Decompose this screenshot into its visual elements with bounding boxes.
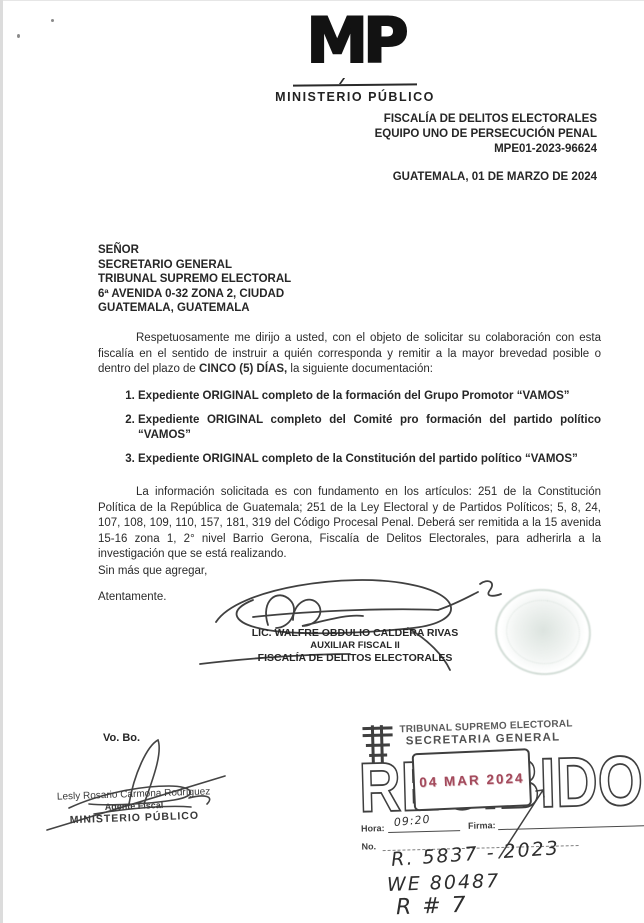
handwritten-we-number: WE 80487 [386, 870, 501, 896]
requested-documents-list [98, 389, 601, 476]
signer-title: AUXILIAR FISCAL II [310, 639, 400, 651]
stamp-date: 04 MAR 2024 [418, 769, 525, 790]
handwritten-r-number: R # 7 [395, 892, 469, 921]
office-line-2: EQUIPO UNO DE PERSECUCIÓN PENAL [374, 128, 597, 140]
list-item: 3. Expediente ORIGINAL completo de la Constitución del partido político “VAMOS” [138, 452, 601, 467]
ministerio-publico-caption: MINISTERIO PÚBLICO [275, 90, 435, 104]
seal-inner-ring [502, 595, 584, 669]
p1-text: Respetuosamente me dirijo a usted, con el objeto de solicitar su colaboración con esta fiscalía en el sentido de instruir a quién corresponda y remitir a la mayor brevedad posible o dentro del plazo de [98, 332, 601, 376]
firma-label: Firma: [467, 820, 496, 831]
addressee-block [98, 243, 291, 316]
signer-block [230, 627, 480, 664]
signer-office: FISCALÍA DE DELITOS ELECTORALES [257, 651, 453, 664]
approver-name: Lesly Rosario Carmona Rodríguez [56, 786, 211, 803]
no-label: No. [361, 841, 377, 852]
hora-label: Hora: [360, 823, 385, 834]
addressee-address: 6ª AVENIDA 0-32 ZONA 2, CIUDAD [98, 287, 285, 300]
body-paragraph-2: La información solicitada es con fundamento en los artículos: 251 de la Constitución Política de la República de Guatemala; 251 de la Ley Electoral y de Partidos Políticos; 5, 8, 24, 107, 108, 109, 110, 157, 181, 319 del Código Procesal Penal. Deberá ser remitida a la 15 avenida 15-16 zona 1, 2° nivel Barrio Gerona, Fiscalía de Delitos Electorales, para adherirla a la investigación que se está realizando. [98, 486, 601, 561]
approver-office: MINISTERIO PÚBLICO [69, 809, 200, 826]
closing-line: Sin más que agregar, [98, 565, 208, 577]
addressee-salutation: SEÑOR [98, 244, 139, 256]
case-number: MPE01-2023-96624 [494, 143, 597, 155]
addressee-position: SECRETARIO GENERAL [98, 258, 232, 271]
vobo-label: Vo. Bo. [103, 732, 141, 744]
stamp-org: TRIBUNAL SUPREMO ELECTORAL [399, 718, 573, 736]
salutation-line: Atentamente. [98, 591, 167, 603]
mp-logo [275, 6, 435, 104]
p1-text-end: la siguiente documentación: [287, 363, 433, 376]
handwritten-registry-number: R. 5837 - 2023 [390, 837, 561, 871]
list-item: 2. Expediente ORIGINAL completo del Comité pro formación del partido político “VAMOS” [138, 413, 601, 443]
addressee-institution: TRIBUNAL SUPREMO ELECTORAL [98, 273, 292, 286]
dateline: GUATEMALA, 01 DE MARZO DE 2024 [392, 171, 597, 183]
mp-logo-text: MP [306, 4, 404, 77]
addressee-city: GUATEMALA, GUATEMALA [98, 302, 250, 315]
signer-name: LIC. WALFRE OBDULIO CALDERA RIVAS [251, 627, 459, 639]
scan-speck [51, 19, 54, 22]
logo-underline [293, 83, 417, 86]
hora-handwritten-value: 09:20 [393, 812, 432, 830]
p1-bold-deadline: CINCO (5) DÍAS, [199, 363, 288, 376]
scan-speck [17, 34, 20, 38]
office-header-block [375, 112, 597, 157]
office-line-1: FISCALÍA DE DELITOS ELECTORALES [383, 113, 597, 125]
body-paragraph-1 [98, 331, 601, 378]
list-item: 1. Expediente ORIGINAL completo de la formación del Grupo Promotor “VAMOS” [138, 389, 601, 404]
stamp-dept: SECRETARIA GENERAL [405, 731, 561, 748]
approver-block [42, 786, 225, 827]
approver-title: Agente Fiscal [104, 799, 164, 812]
